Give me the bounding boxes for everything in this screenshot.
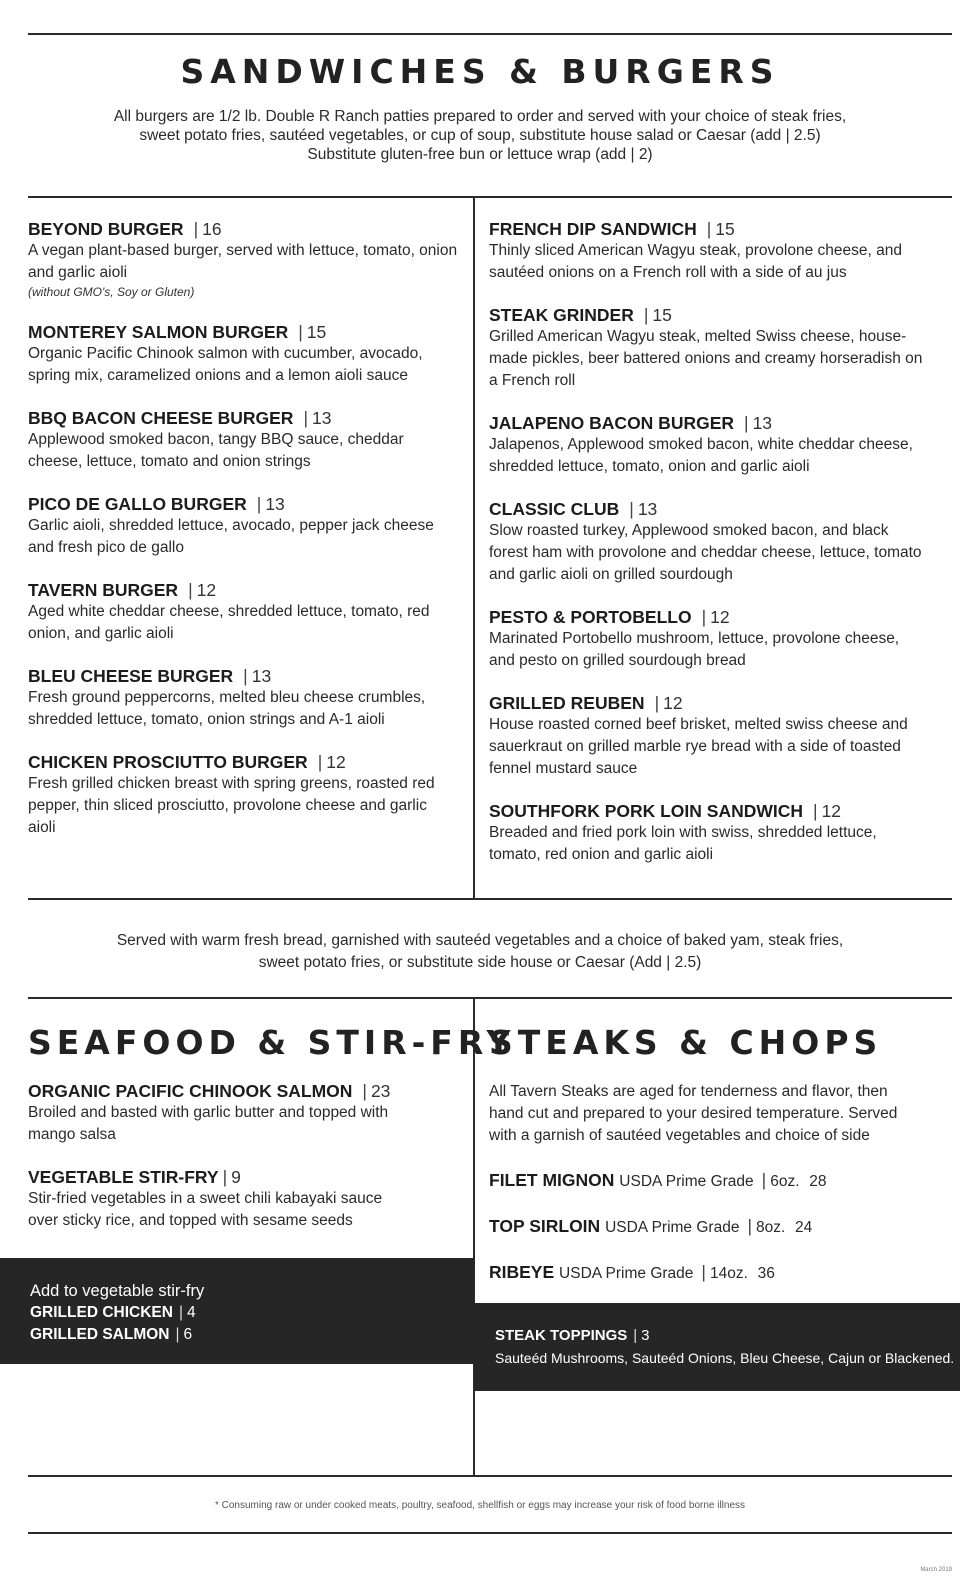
addon-name: GRILLED SALMON <box>30 1326 170 1343</box>
item-name: CLASSIC CLUB <box>489 499 620 519</box>
item-description: Grilled American Wagyu steak, melted Swiss cheese, house-made pickles, beer battered onions and creamy horseradish on a French roll <box>489 328 923 389</box>
sandwiches-bottom-rule <box>28 898 952 900</box>
footer-rule <box>28 1532 952 1534</box>
item-price: 13 <box>251 666 272 686</box>
item-description: Slow roasted turkey, Applewood smoked bacon, and black forest ham with provolone and cheddar cheese, lettuce, tomato and garlic aioli on grilled sourdough <box>489 522 922 583</box>
item-name: STEAK GRINDER <box>489 305 634 325</box>
menu-item: CHICKEN PROSCIUTTO BURGER | 12 Fresh grilled chicken breast with spring greens, roasted red pepper, thin sliced prosciutto, provolone cheese and garlic aioli <box>28 751 458 839</box>
item-name: PESTO & PORTOBELLO <box>489 607 692 627</box>
entree-intro-line: Served with warm fresh bread, garnished with sauteéd vegetables and a choice of baked yam, steak fries, <box>116 932 844 949</box>
menu-item: PICO DE GALLO BURGER | 13 Garlic aioli, shredded lettuce, avocado, pepper jack cheese and fresh pico de gallo <box>28 493 458 559</box>
item-price: 12 <box>710 607 730 627</box>
entree-bottom-rule <box>28 1475 952 1477</box>
steak-grade: USDA Prime Grade <box>559 1265 694 1282</box>
menu-item: MONTEREY SALMON BURGER | 15 Organic Pacific Chinook salmon with cucumber, avocado, spring mix, caramelized onions and a lemon aioli sauce <box>28 321 458 387</box>
stir-fry-addons-box <box>0 1258 474 1364</box>
item-name: BBQ BACON CHEESE BURGER <box>28 408 294 428</box>
item-price: 15 <box>652 305 672 325</box>
steaks-intro: All Tavern Steaks are aged for tenderness and flavor, then hand cut and prepared to your desired temperature. Served with a garnish of sautéed vegetables and choice of side <box>489 1083 898 1144</box>
item-price: 9 <box>231 1167 241 1187</box>
item-description: A vegan plant-based burger, served with lettuce, tomato, onion and garlic aioli <box>28 242 458 281</box>
item-price: 15 <box>306 322 327 342</box>
menu-item: SOUTHFORK PORK LOIN SANDWICH | 12 Breaded and fried pork loin with swiss, shredded lettuce, tomato, red onion and garlic aioli <box>489 800 929 866</box>
item-description: Broiled and basted with garlic butter and topped with mango salsa <box>28 1104 389 1143</box>
steak-item: RIBEYE USDA Prime Grade | 14oz. 36 <box>489 1262 775 1282</box>
item-description: Thinly sliced American Wagyu steak, provolone cheese, and sautéed onions on a French roll with a side of au jus <box>489 242 902 281</box>
item-description: Applewood smoked bacon, tangy BBQ sauce, cheddar cheese, lettuce, tomato and onion strings <box>28 431 404 470</box>
addon-price: 6 <box>183 1326 193 1343</box>
menu-item: BBQ BACON CHEESE BURGER | 13 Applewood smoked bacon, tangy BBQ sauce, cheddar cheese, lettuce, tomato and onion strings <box>28 407 458 473</box>
sandwiches-divider <box>473 196 475 900</box>
addon-name: GRILLED CHICKEN <box>30 1304 173 1321</box>
sandwiches-left-column <box>28 218 458 859</box>
item-description: House roasted corned beef brisket, melted swiss cheese and sauerkraut on grilled marble rye bread with a side of toasted fennel mustard sauce <box>489 716 908 777</box>
sandwiches-top-rule <box>28 196 952 198</box>
sandwiches-intro-line: All burgers are 1/2 lb. Double R Ranch patties prepared to order and served with your choice of steak fries, <box>113 108 847 125</box>
addon-item: GRILLED SALMON | 6 <box>30 1326 193 1343</box>
item-description: Garlic aioli, shredded lettuce, avocado, pepper jack cheese and fresh pico de gallo <box>28 517 434 556</box>
toppings-description: Sauteéd Mushrooms, Sauteéd Onions, Bleu Cheese, Cajun or Blackened. <box>495 1350 955 1366</box>
item-price: 13 <box>312 408 332 428</box>
toppings-name: STEAK TOPPINGS <box>495 1327 628 1344</box>
item-name: MONTEREY SALMON BURGER <box>28 322 289 342</box>
menu-item: VEGETABLE STIR-FRY | 9 Stir-fried vegetables in a sweet chili kabayaki sauce over sticky rice, and topped with sesame seeds <box>28 1166 458 1232</box>
toppings-line: STEAK TOPPINGS | 3 <box>495 1327 650 1344</box>
seafood-column <box>28 1080 458 1252</box>
item-name: BLEU CHEESE BURGER <box>28 666 234 686</box>
sandwiches-right-column <box>489 218 929 886</box>
menu-item: GRILLED REUBEN | 12 House roasted corned beef brisket, melted swiss cheese and sauerkraut on grilled marble rye bread with a side of toasted fennel mustard sauce <box>489 692 929 780</box>
steak-size: 14oz. <box>709 1265 748 1282</box>
item-name: FRENCH DIP SANDWICH <box>489 219 697 239</box>
item-name: TAVERN BURGER <box>28 580 179 600</box>
menu-item: TAVERN BURGER | 12 Aged white cheddar cheese, shredded lettuce, tomato, red onion, and garlic aioli <box>28 579 458 645</box>
steak-price: 36 <box>757 1265 775 1282</box>
entree-intro-line: sweet potato fries, or substitute side house or Caesar (Add | 2.5) <box>258 954 702 971</box>
menu-item: ORGANIC PACIFIC CHINOOK SALMON | 23 Broiled and basted with garlic butter and topped with mango salsa <box>28 1080 458 1146</box>
menu-item: JALAPENO BACON BURGER | 13 Jalapenos, Applewood smoked bacon, white cheddar cheese, shredded lettuce, tomato, onion and garlic aioli <box>489 412 929 478</box>
item-price: 15 <box>715 219 735 239</box>
menu-item: CLASSIC CLUB | 13 Slow roasted turkey, Applewood smoked bacon, and black forest ham with provolone and cheddar cheese, lettuce, tomato and garlic aioli on grilled sourdough <box>489 498 929 586</box>
item-price: 13 <box>265 494 285 514</box>
menu-item: BLEU CHEESE BURGER | 13 Fresh ground peppercorns, melted bleu cheese crumbles, shredded lettuce, tomato, onion strings and A-1 aioli <box>28 665 458 731</box>
item-price: 13 <box>637 499 658 519</box>
menu-date: March 2019 <box>920 1567 952 1573</box>
item-price: 12 <box>663 693 683 713</box>
item-name: PICO DE GALLO BURGER <box>28 494 247 514</box>
item-name: VEGETABLE STIR-FRY <box>28 1167 219 1187</box>
item-description: Marinated Portobello mushroom, lettuce, provolone cheese, and pesto on grilled sourdough bread <box>489 630 900 669</box>
entree-divider <box>473 997 475 1477</box>
sandwiches-intro-line: sweet potato fries, sautéed vegetables, or cup of soup, substitute house salad or Caesar (add | 2.5) <box>139 127 821 144</box>
menu-item: STEAK GRINDER | 15 Grilled American Wagyu steak, melted Swiss cheese, house-made pickles, beer battered onions and creamy horseradish on a French roll <box>489 304 929 392</box>
item-description: Fresh ground peppercorns, melted bleu cheese crumbles, shredded lettuce, tomato, onion strings and A-1 aioli <box>28 689 426 728</box>
steak-price: 24 <box>795 1219 813 1236</box>
steak-price: 28 <box>809 1173 827 1190</box>
seafood-title: SEAFOOD & STIR-FRY <box>28 1023 516 1062</box>
steaks-column <box>489 1081 914 1307</box>
item-price: 16 <box>202 219 222 239</box>
top-rule <box>28 33 952 35</box>
item-description: Stir-fried vegetables in a sweet chili kabayaki sauce over sticky rice, and topped with sesame seeds <box>28 1190 383 1229</box>
item-name: GRILLED REUBEN <box>489 693 645 713</box>
menu-item: PESTO & PORTOBELLO | 12 Marinated Portobello mushroom, lettuce, provolone cheese, and pesto on grilled sourdough bread <box>489 606 929 672</box>
item-price: 12 <box>196 580 217 600</box>
steak-toppings-box <box>474 1303 960 1391</box>
sandwiches-title: SANDWICHES & BURGERS <box>180 52 780 91</box>
item-name: ORGANIC PACIFIC CHINOOK SALMON <box>28 1081 353 1101</box>
entree-intro <box>0 930 960 974</box>
item-name: JALAPENO BACON BURGER <box>489 413 735 433</box>
item-description: Organic Pacific Chinook salmon with cucumber, avocado, spring mix, caramelized onions and a lemon aioli sauce <box>28 345 423 384</box>
entree-top-rule <box>28 997 952 999</box>
item-price: 12 <box>821 801 842 821</box>
menu-item: BEYOND BURGER | 16 A vegan plant-based burger, served with lettuce, tomato, onion and garlic aioli (without GMO's, Soy or Gluten) <box>28 219 458 299</box>
item-description: Breaded and fried pork loin with swiss, shredded lettuce, tomato, red onion and garlic aioli <box>489 824 877 863</box>
menu-item: FRENCH DIP SANDWICH | 15 Thinly sliced American Wagyu steak, provolone cheese, and sautéed onions on a French roll with a side of au jus <box>489 218 929 284</box>
steak-grade: USDA Prime Grade <box>619 1173 754 1190</box>
item-price: 12 <box>326 752 346 772</box>
item-name: BEYOND BURGER <box>28 219 184 239</box>
item-description: Aged white cheddar cheese, shredded lettuce, tomato, red onion, and garlic aioli <box>28 603 430 642</box>
item-description: Fresh grilled chicken breast with spring greens, roasted red pepper, thin sliced prosciutto, provolone cheese and garlic aioli <box>28 775 435 836</box>
steak-name: FILET MIGNON <box>489 1170 615 1190</box>
toppings-price: 3 <box>641 1327 650 1344</box>
addon-price: 4 <box>186 1304 196 1321</box>
steak-size: 8oz. <box>756 1219 786 1236</box>
item-name: SOUTHFORK PORK LOIN SANDWICH <box>489 801 804 821</box>
item-note: (without GMO's, Soy or Gluten) <box>28 285 195 299</box>
addons-heading: Add to vegetable stir-fry <box>30 1282 205 1300</box>
steak-name: TOP SIRLOIN <box>489 1216 601 1236</box>
steak-size: 6oz. <box>770 1173 800 1190</box>
item-price: 13 <box>752 413 773 433</box>
item-description: Jalapenos, Applewood smoked bacon, white cheddar cheese, shredded lettuce, tomato, onion and garlic aioli <box>489 436 913 475</box>
sandwiches-intro-line: Substitute gluten-free bun or lettuce wrap (add | 2) <box>307 146 653 163</box>
steak-item: TOP SIRLOIN USDA Prime Grade | 8oz. 24 <box>489 1216 813 1236</box>
addon-item: GRILLED CHICKEN | 4 <box>30 1304 196 1321</box>
food-safety-disclaimer: * Consuming raw or under cooked meats, poultry, seafood, shellfish or eggs may increase your risk of food borne illness <box>214 1500 746 1511</box>
steak-grade: USDA Prime Grade <box>605 1219 740 1236</box>
steak-item: FILET MIGNON USDA Prime Grade | 6oz. 28 <box>489 1170 827 1190</box>
sandwiches-intro <box>0 107 960 164</box>
steaks-title: STEAKS & CHOPS <box>489 1023 883 1062</box>
steak-name: RIBEYE <box>489 1262 555 1282</box>
item-price: 23 <box>370 1081 391 1101</box>
item-name: CHICKEN PROSCIUTTO BURGER <box>28 752 308 772</box>
